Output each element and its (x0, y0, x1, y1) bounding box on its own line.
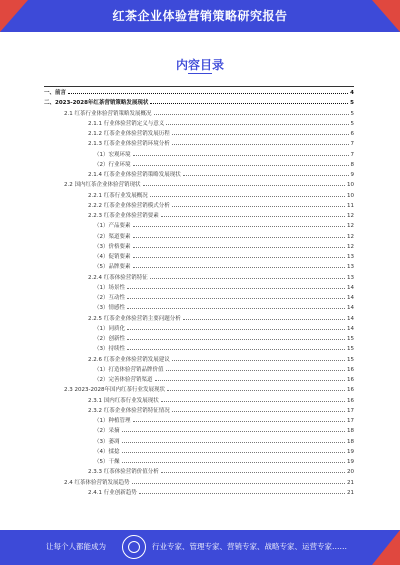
header-banner (0, 0, 400, 32)
footer-slogan: 让每个人都能成为 (46, 542, 106, 551)
toc-leader-dots (139, 487, 345, 494)
toc-entry-page: 14 (347, 325, 354, 332)
toc-entry-title: （1）打造体验营销品牌价值 (94, 366, 164, 373)
toc-entry-page: 5 (350, 100, 354, 107)
toc-entry-page: 14 (347, 284, 354, 291)
toc-entry-page: 18 (347, 428, 354, 435)
toc-entry[interactable] (44, 138, 354, 148)
toc-entry-title: 2.3.2 红茶企业体验营销特征情况 (88, 407, 170, 414)
toc-leader-dots (161, 210, 345, 217)
toc-entry-page: 12 (347, 233, 354, 240)
toc-entry[interactable] (44, 374, 354, 384)
toc-entry-title: 2.2.4 红茶体验营销特征 (88, 274, 148, 281)
toc-leader-dots (143, 179, 346, 186)
toc-entry[interactable] (44, 159, 354, 169)
toc-leader-dots (133, 149, 349, 156)
footer-corner-right (372, 530, 400, 565)
toc-leader-dots (127, 343, 345, 350)
toc-entry-page: 15 (347, 356, 354, 363)
toc-entry[interactable] (44, 405, 354, 415)
toc-entry-title: （2）互动性 (94, 295, 125, 301)
toc-entry-page: 17 (347, 418, 354, 424)
toc-entry[interactable] (44, 302, 354, 312)
toc-entry-page: 16 (347, 366, 354, 373)
toc-entry-title: （3）持续性 (94, 346, 125, 353)
toc-leader-dots (133, 241, 346, 248)
toc-entry-title: （2）采摘 (94, 428, 120, 435)
toc-entry[interactable] (44, 231, 354, 241)
toc-entry[interactable] (44, 487, 354, 497)
toc-entry[interactable] (44, 169, 354, 179)
toc-entry-page: 19 (347, 448, 354, 455)
toc-entry[interactable] (44, 343, 354, 353)
toc-leader-dots (127, 323, 345, 330)
toc-entry-title: （3）萎凋 (94, 438, 120, 445)
toc-leader-dots (122, 436, 346, 443)
toc-leader-dots (122, 456, 346, 463)
toc-leader-dots (127, 282, 345, 289)
toc-entry[interactable] (44, 313, 354, 323)
toc-entry[interactable] (44, 446, 354, 456)
toc-entry-title: 2.1.2 红茶企业体验营销发展历程 (88, 131, 170, 137)
toc-entry-title: 2.3 2023-2028年国内红茶行业发展现状 (64, 387, 165, 394)
toc-leader-dots (150, 272, 345, 279)
toc-entry-title: 2.3.1 国内红茶行业发展现状 (88, 397, 159, 404)
toc-leader-dots (127, 302, 345, 309)
toc-entry-title: 2.4.1 行业创新趋势 (88, 489, 137, 496)
toc-entry-title: 2.3.3 红茶体验营销价值分析 (88, 469, 159, 476)
toc-entry-page: 13 (347, 264, 354, 271)
table-of-contents (44, 86, 354, 497)
toc-leader-dots (122, 446, 346, 453)
toc-entry[interactable] (44, 118, 354, 128)
toc-leader-dots (127, 333, 345, 340)
toc-leader-dots (133, 159, 349, 166)
toc-entry[interactable] (44, 282, 354, 292)
toc-entry-page: 20 (347, 469, 354, 476)
toc-entry-title: 2.1.3 红茶企业体验营销环境分析 (88, 141, 170, 148)
toc-leader-dots (133, 220, 346, 227)
toc-entry[interactable] (44, 354, 354, 364)
toc-entry-page: 15 (347, 336, 354, 342)
toc-leader-dots (68, 87, 348, 94)
toc-entry-page: 18 (347, 438, 354, 445)
footer-tags: 行业专家、管理专家、营销专家、战略专家、运营专家…… (152, 542, 347, 551)
toc-entry-page: 14 (347, 305, 354, 312)
toc-leader-dots (133, 251, 346, 258)
toc-leader-dots (155, 374, 345, 381)
toc-entry-title: （1）产品要素 (94, 223, 131, 230)
toc-entry-page: 10 (347, 192, 354, 199)
toc-entry-title: 2.2.5 红茶企业体验营销主要问题分析 (88, 315, 181, 322)
toc-entry-page: 21 (347, 489, 354, 496)
toc-entry-title: （5）品牌要素 (94, 264, 131, 271)
toc-entry-page: 12 (347, 243, 354, 250)
toc-entry[interactable] (44, 200, 354, 210)
toc-entry[interactable] (44, 149, 354, 159)
toc-entry[interactable] (44, 333, 354, 343)
toc-entry[interactable] (44, 425, 354, 435)
toc-entry[interactable] (44, 292, 354, 302)
toc-entry-title: （3）情感性 (94, 305, 125, 312)
toc-entry-title: 一、前言 (44, 90, 67, 96)
toc-entry-title: （1）种植管理 (94, 418, 131, 424)
toc-entry[interactable] (44, 97, 354, 107)
toc-leader-dots (183, 169, 349, 176)
toc-entry-page: 7 (350, 141, 354, 148)
toc-entry[interactable] (44, 364, 354, 374)
toc-entry-title: 2.2 国内红茶企业体验营销现状 (64, 182, 141, 189)
toc-entry[interactable] (44, 108, 354, 118)
toc-entry[interactable] (44, 436, 354, 446)
toc-entry-page: 16 (347, 377, 354, 383)
toc-entry-title: （5）干燥 (94, 459, 120, 465)
footer-banner (0, 530, 400, 565)
toc-entry[interactable] (44, 456, 354, 466)
toc-entry-page: 16 (347, 397, 354, 404)
toc-entry[interactable] (44, 395, 354, 405)
toc-entry-title: 2.2.6 红茶企业体验营销发展建议 (88, 356, 170, 363)
toc-entry-title: 2.2.2 红茶企业体验营销模式分析 (88, 202, 170, 209)
toc-entry-title: （1）同质化 (94, 325, 125, 332)
toc-entry[interactable] (44, 179, 354, 189)
target-icon (122, 535, 146, 559)
toc-entry-title: （1）宏观环境 (94, 151, 131, 158)
toc-entry[interactable] (44, 261, 354, 271)
toc-leader-dots (166, 364, 345, 371)
toc-entry[interactable] (44, 220, 354, 230)
toc-entry-title: 2.1 红茶行业体验营销策略发展概况 (64, 110, 152, 117)
toc-leader-dots (166, 118, 348, 125)
toc-leader-dots (183, 313, 345, 320)
toc-entry-page: 17 (347, 407, 354, 414)
toc-entry[interactable] (44, 190, 354, 200)
toc-leader-dots (172, 200, 345, 207)
toc-leader-dots (161, 466, 345, 473)
toc-leader-dots (172, 354, 345, 361)
toc-entry-page: 5 (350, 110, 354, 117)
toc-entry-page: 14 (347, 295, 354, 301)
toc-leader-dots (154, 108, 349, 115)
toc-heading: 内容目录 (175, 58, 224, 72)
toc-entry-title: 2.4 红茶体验营销发展趋势 (64, 479, 130, 486)
toc-entry[interactable] (44, 466, 354, 476)
toc-entry-page: 19 (347, 459, 354, 465)
toc-leader-dots (133, 415, 346, 422)
toc-entry-page: 10 (347, 182, 354, 189)
toc-entry-title: 2.2.3 红茶企业体验营销要素 (88, 213, 159, 219)
toc-entry-title: 2.1.4 红茶企业体验营销策略发展现状 (88, 172, 181, 178)
toc-leader-dots (167, 384, 345, 391)
toc-leader-dots (150, 190, 345, 197)
toc-entry-title: （1）场景性 (94, 284, 125, 291)
toc-leader-dots (122, 425, 346, 432)
toc-entry[interactable] (44, 477, 354, 487)
toc-entry-page: 5 (350, 120, 354, 127)
toc-entry[interactable] (44, 323, 354, 333)
toc-entry-page: 6 (350, 131, 354, 137)
toc-entry-title: （3）价格要素 (94, 243, 131, 250)
toc-entry-page: 13 (347, 254, 354, 260)
target-inner-ring (128, 541, 140, 553)
toc-entry-title: （4）揉捻 (94, 448, 120, 455)
toc-leader-dots (132, 477, 346, 484)
toc-entry-page: 14 (347, 315, 354, 322)
toc-leader-dots (133, 261, 346, 268)
toc-entry-page: 13 (347, 274, 354, 281)
toc-entry-title: 二、2023-2028年红茶营销策略发展现状 (44, 100, 149, 107)
toc-leader-dots (127, 292, 345, 299)
toc-entry-title: （2）完善体验营销渠道 (94, 377, 153, 383)
toc-entry-title: 2.2.1 红茶行业发展概况 (88, 192, 148, 199)
toc-leader-dots (133, 231, 346, 238)
report-title: 红茶企业体验营销策略研究报告 (112, 9, 288, 23)
toc-entry-page: 7 (350, 151, 354, 158)
toc-entry-page: 8 (350, 161, 354, 168)
toc-entry-page: 21 (347, 479, 354, 486)
toc-entry-title: （2）行业环境 (94, 161, 131, 168)
toc-leader-dots (161, 395, 345, 402)
toc-entry-title: （2）渠道要素 (94, 233, 131, 240)
toc-entry[interactable] (44, 210, 354, 220)
toc-entry-title: （4）促销要素 (94, 254, 131, 260)
toc-entry-page: 9 (350, 172, 354, 178)
toc-entry-page: 11 (347, 202, 354, 209)
toc-entry-title: 2.1.1 行业体验营销定义与意义 (88, 120, 165, 127)
toc-entry-page: 4 (350, 90, 354, 96)
toc-entry[interactable] (44, 251, 354, 261)
toc-entry-page: 12 (347, 223, 354, 230)
toc-entry[interactable] (44, 86, 354, 97)
toc-leader-dots (150, 97, 348, 104)
toc-leader-dots (172, 138, 349, 145)
toc-entry[interactable] (44, 415, 354, 425)
toc-leader-dots (172, 128, 349, 135)
toc-entry-title: （2）创新性 (94, 336, 125, 342)
toc-entry[interactable] (44, 384, 354, 394)
toc-entry-page: 15 (347, 346, 354, 353)
toc-entry-page: 16 (347, 387, 354, 394)
toc-leader-dots (172, 405, 345, 412)
toc-entry[interactable] (44, 128, 354, 138)
toc-entry-page: 12 (347, 213, 354, 219)
toc-entry[interactable] (44, 272, 354, 282)
toc-entry[interactable] (44, 241, 354, 251)
toc-heading-underline (188, 73, 212, 74)
